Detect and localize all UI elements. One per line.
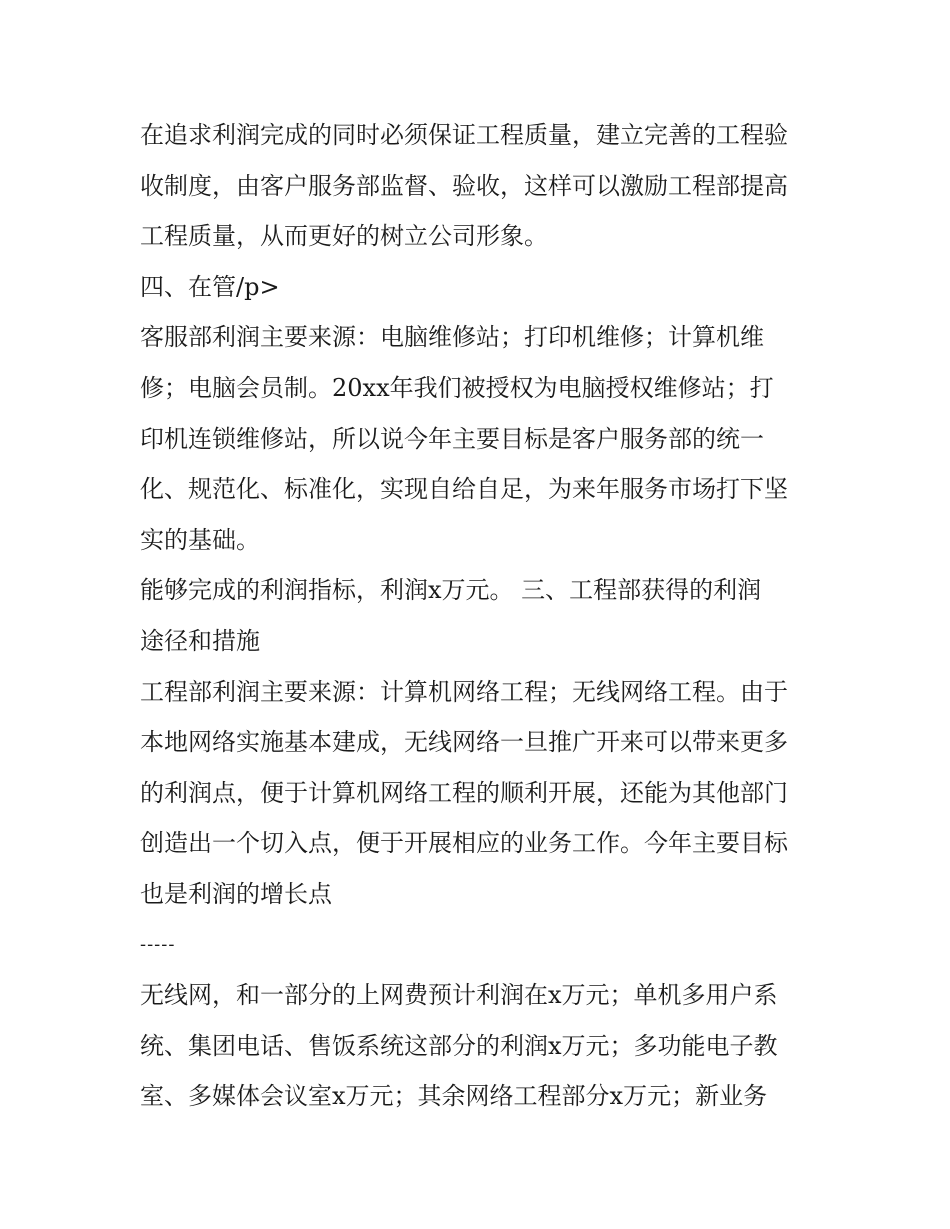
text-line: 工程质量，从而更好的树立公司形象。	[140, 222, 548, 251]
text-line: 化、规范化、标准化，实现自给自足，为来年服务市场打下坚	[140, 475, 788, 504]
text-line: 也是利润的增长点	[140, 879, 332, 908]
text-line: 收制度，由客户服务部监督、验收，这样可以激励工程部提高	[140, 171, 788, 200]
text-line: 修；电脑会员制。20xx年我们被授权为电脑授权维修站；打	[140, 373, 774, 402]
text-line: 统、集团电话、售饭系统这部分的利润x万元；多功能电子教	[140, 1031, 778, 1060]
section-heading: 四、在管/p>	[140, 272, 280, 301]
text-line: 实的基础。	[140, 525, 260, 554]
text-line: 在追求利润完成的同时必须保证工程质量，建立完善的工程验	[140, 121, 788, 149]
text-line: 无线网，和一部分的上网费预计利润在x万元；单机多用户系	[140, 981, 778, 1010]
text-line: 的利润点，便于计算机网络工程的顺利开展，还能为其他部门	[140, 778, 788, 807]
text-line: 工程部利润主要来源：计算机网络工程；无线网络工程。由于	[140, 677, 788, 706]
text-line: 室、多媒体会议室x万元；其余网络工程部分x万元；新业务	[140, 1082, 768, 1111]
text-line: 能够完成的利润指标，利润x万元。 三、工程部获得的利润	[140, 576, 762, 605]
text-line: 客服部利润主要来源：电脑维修站；打印机维修；计算机维	[140, 323, 764, 352]
text-line: 本地网络实施基本建成，无线网络一旦推广开来可以带来更多	[140, 728, 788, 757]
page-separator: -----	[140, 933, 176, 955]
text-line: 途径和措施	[140, 626, 260, 655]
text-line: 创造出一个切入点，便于开展相应的业务工作。今年主要目标	[140, 829, 788, 858]
document-body	[140, 110, 820, 1122]
text-line: 印机连锁维修站，所以说今年主要目标是客户服务部的统一	[140, 424, 764, 453]
